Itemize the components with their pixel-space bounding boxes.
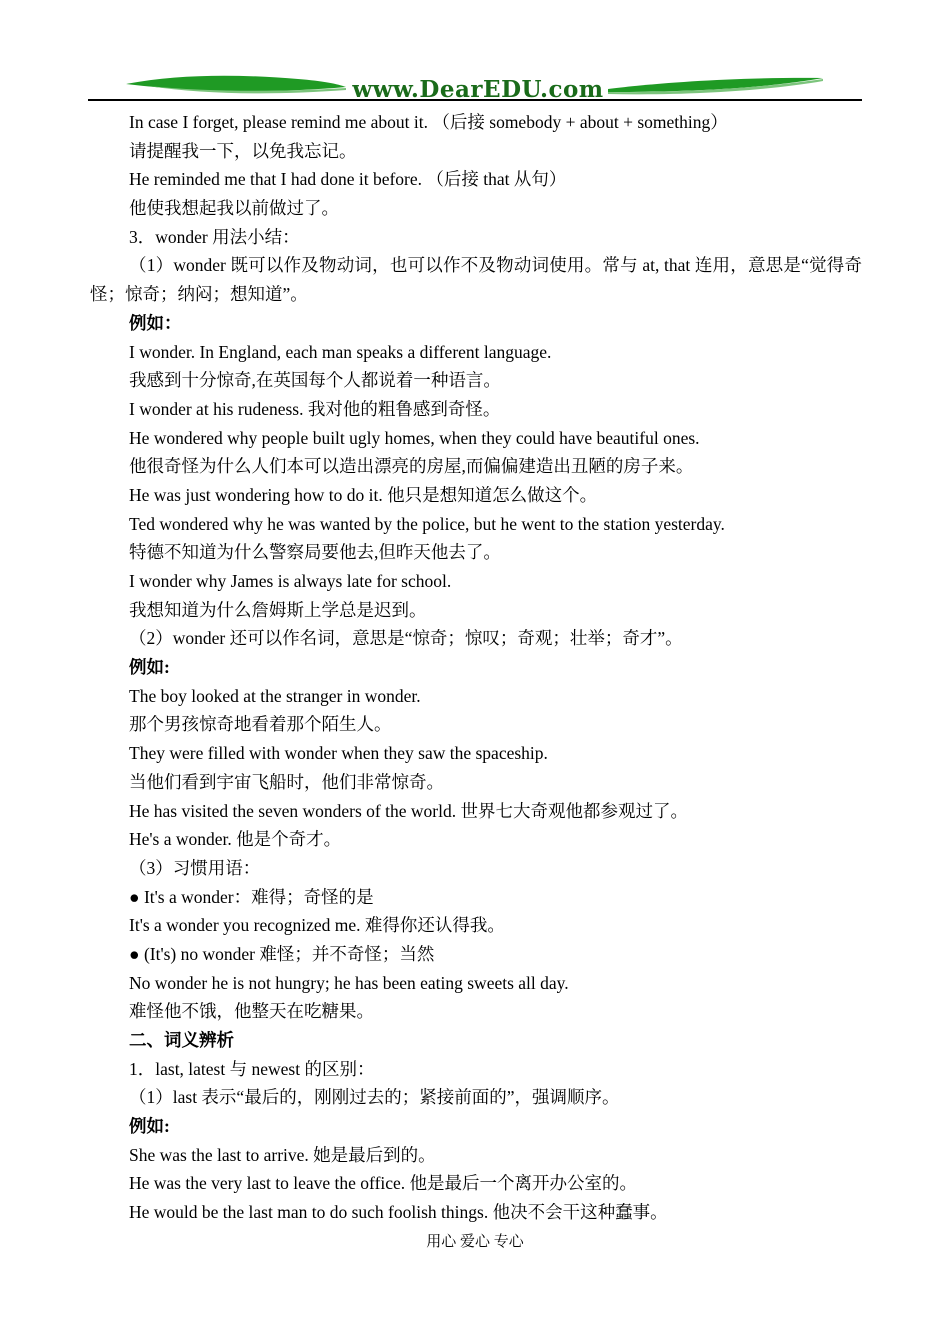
text-line: 他使我想起我以前做过了。 — [129, 198, 339, 219]
text-line: 特德不知道为什么警察局要他去,但昨天他去了。 — [129, 542, 501, 563]
text-line: In case I forget, please remind me about it. （后接 somebody + about + something） — [129, 112, 728, 132]
text-line: 他很奇怪为什么人们本可以造出漂亮的房屋,而偏偏建造出丑陋的房子来。 — [129, 456, 694, 477]
text-line: He's a wonder. 他是个奇才。 — [129, 829, 342, 850]
text-line: They were filled with wonder when they saw the spaceship. — [129, 743, 548, 764]
text-line: He has visited the seven wonders of the world. 世界七大奇观他都参观过了。 — [129, 800, 688, 821]
text-line: He would be the last man to do such foolish things. 他决不会干这种蠢事。 — [129, 1202, 668, 1223]
example-label: 例如: — [129, 1116, 170, 1137]
text-line: 我想知道为什么詹姆斯上学总是迟到。 — [129, 599, 427, 620]
text-line: No wonder he is not hungry; he has been eating sweets all day. — [129, 972, 569, 993]
text-line: It's a wonder you recognized me. 难得你还认得我。 — [129, 915, 505, 936]
text-line: He was the very last to leave the office. 他是最后一个离开办公室的。 — [129, 1173, 638, 1194]
text-line: I wonder. In England, each man speaks a different language. — [129, 341, 552, 362]
document-body — [90, 108, 862, 1227]
section-heading: 二、词义辨析 — [129, 1030, 234, 1051]
text-line: Ted wondered why he was wanted by the police, but he went to the station yesterday. — [129, 513, 725, 534]
paragraph: （1）wonder 既可以作及物动词，也可以作不及物动词使用。常与 at, that 连用，意思是“觉得奇怪；惊奇；纳闷；想知道”。 — [90, 255, 862, 305]
text-line: （3）习惯用语： — [129, 857, 261, 878]
text-line: He was just wondering how to do it. 他只是想知道怎么做这个。 — [129, 484, 598, 505]
section-heading: 3．wonder 用法小结： — [129, 226, 300, 247]
bullet-item: ● (It's) no wonder 难怪；并不奇怪；当然 — [129, 943, 435, 964]
text-line: 难怪他不饿，他整天在吃糖果。 — [129, 1001, 374, 1022]
text-line: （2）wonder 还可以作名词，意思是“惊奇；惊叹；奇观；壮举；奇才”。 — [129, 628, 683, 649]
text-line: 当他们看到宇宙飞船时，他们非常惊奇。 — [129, 771, 444, 792]
subsection-heading: 1．last, latest 与 newest 的区别： — [129, 1058, 375, 1079]
text-line: I wonder at his rudeness. 我对他的粗鲁感到奇怪。 — [129, 398, 501, 419]
text-line: The boy looked at the stranger in wonder. — [129, 685, 421, 706]
text-line: 请提醒我一下，以免我忘记。 — [129, 140, 357, 161]
header-divider — [88, 99, 862, 101]
text-line: 那个男孩惊奇地看着那个陌生人。 — [129, 714, 392, 735]
text-line: I wonder why James is always late for school. — [129, 571, 452, 592]
page-footer: 用心 爱心 专心 — [426, 1234, 524, 1250]
text-line: He wondered why people built ugly homes, when they could have beautiful ones. — [129, 427, 700, 448]
text-line: 我感到十分惊奇,在英国每个人都说着一种语言。 — [129, 370, 501, 391]
text-line: （1）last 表示“最后的，刚刚过去的；紧接前面的”，强调顺序。 — [129, 1087, 620, 1108]
example-label: 例如: — [129, 657, 170, 678]
text-line: She was the last to arrive. 她是最后到的。 — [129, 1144, 436, 1165]
site-logo-text: www.DearEDU.com — [352, 76, 604, 103]
text-line: He reminded me that I had done it before. （后接 that 从句） — [129, 169, 567, 190]
example-label: 例如： — [129, 312, 182, 333]
bullet-item: ● It's a wonder：难得；奇怪的是 — [129, 886, 374, 907]
